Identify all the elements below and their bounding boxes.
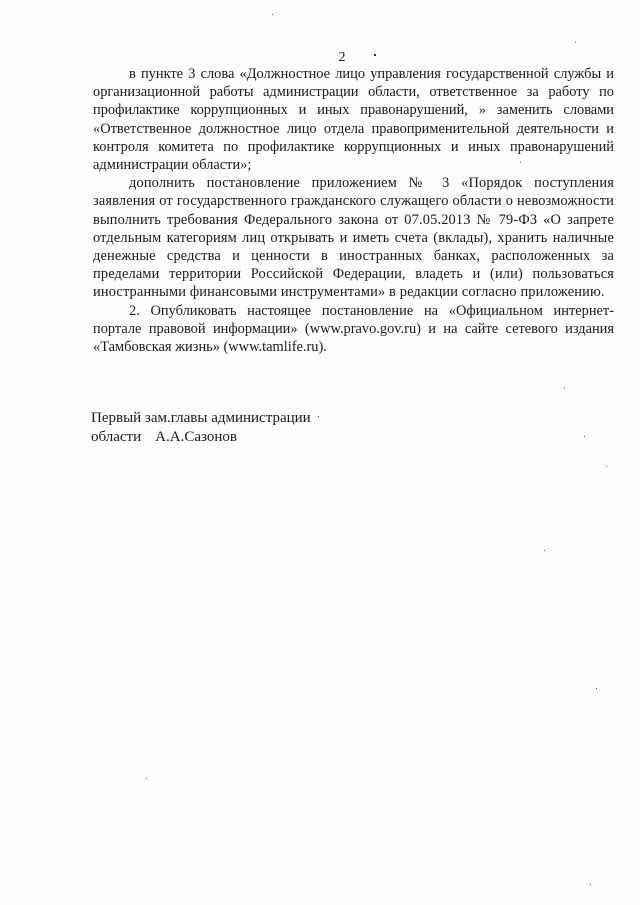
signatory-name: А.А.Сазонов — [155, 429, 237, 445]
page-number: 2 — [338, 50, 346, 65]
scan-speck — [520, 162, 521, 163]
signatory-line — [91, 428, 311, 447]
scan-speck — [146, 778, 147, 779]
scan-speck — [318, 416, 319, 417]
signatory-region: области — [91, 429, 142, 445]
paragraph-publish: 2. Опубликовать настоящее постановление на «Официальном интернет-портале правовой информации» (www.pravo.gov.ru) и на сайте сетевого издания «Тамбовская жизнь» (www.tamlife.ru). — [93, 302, 614, 356]
scan-speck — [575, 42, 576, 43]
scan-speck — [606, 466, 607, 467]
document-body — [93, 65, 614, 356]
scan-speck — [590, 884, 591, 885]
scan-speck — [272, 14, 273, 15]
scan-speck — [544, 550, 545, 551]
scan-speck — [584, 436, 585, 437]
signature-block — [91, 409, 311, 447]
scan-speck — [374, 54, 376, 56]
scan-speck — [564, 388, 565, 389]
signatory-position: Первый зам.главы администрации — [91, 410, 311, 426]
paragraph-add-appendix-3: дополнить постановление приложением № 3 «Порядок поступления заявления от государственного гражданского служащего области о невозможности выполнить требования Федерального закона от 07.05.2013 № 79-ФЗ «О запрете отдельным категориям лиц открывать и иметь счета (вклады), хранить наличные денежные средства и ценности в иностранных банках, расположенных за пределами территории Российской Федерации, владеть и (или) пользоваться иностранными финансовыми инструментами» в редакции согласно приложению. — [93, 175, 614, 301]
paragraph-amend-item-3: в пункте 3 слова «Должностное лицо управления государственной службы и организационной работы администрации области, ответственное за работу по профилактике коррупционных и иных правонарушений, » заменить словами «Ответственное должностное лицо отдела правоприменительной деятельности и контроля комитета по профилактике коррупционных и иных правонарушений администрации области»; — [93, 66, 614, 174]
scan-speck — [596, 688, 597, 689]
